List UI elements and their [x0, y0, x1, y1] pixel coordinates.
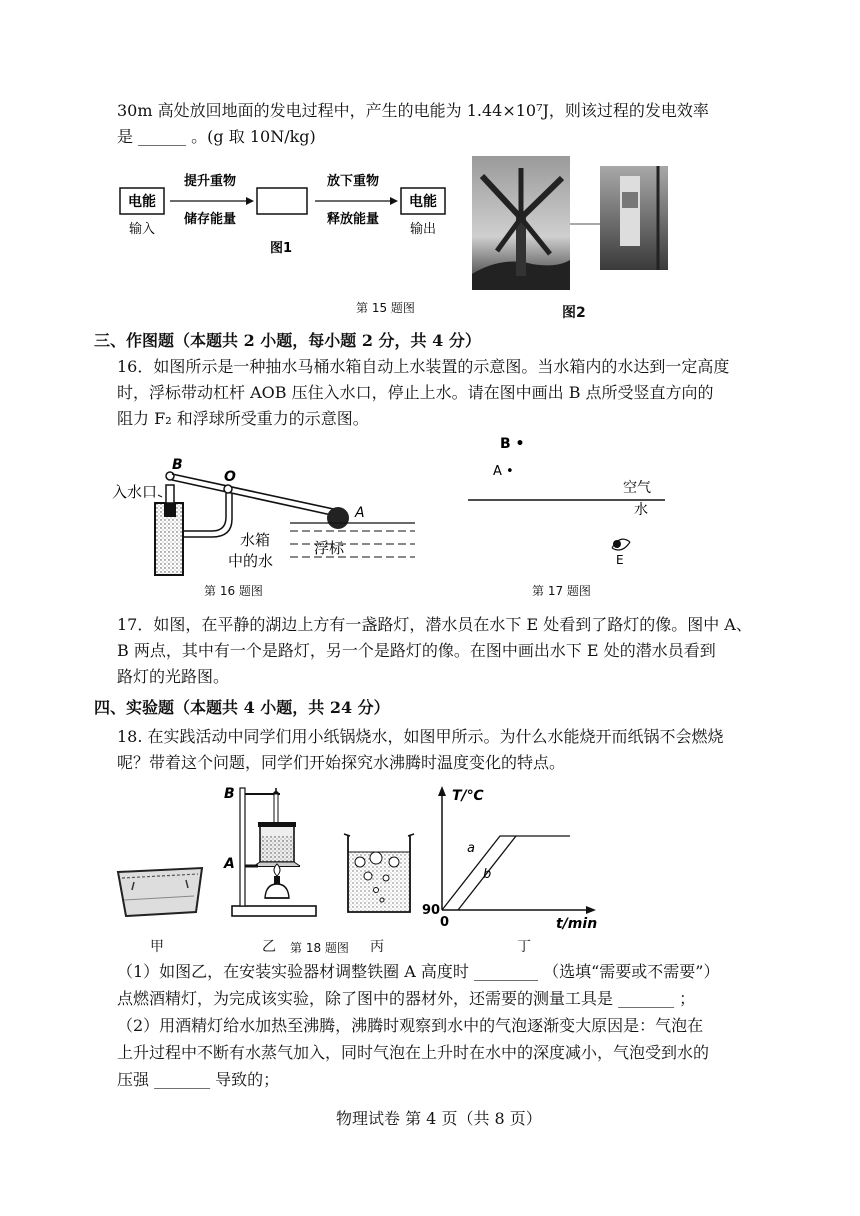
q18-sub1-line2: 点燃酒精灯，为完成该实验，除了图中的器材外，还需要的测量工具是 _______ ；	[117, 989, 696, 1008]
section4-heading: 四、实验题（本题共 4 小题，共 24 分）	[94, 698, 390, 717]
x-axis-label: t/min	[556, 916, 598, 930]
pivot-O	[224, 485, 232, 493]
q16-line1: 16．如图所示是一种抽水马桶水箱自动上水装置的示意图。当水箱内的水达到一定高度	[117, 357, 730, 376]
air-label: 空气	[623, 480, 651, 496]
q18-sub2-line3: 压强 _______ 导致的；	[117, 1070, 280, 1089]
q17-line2: B 两点，其中有一个是路灯，另一个是路灯的像。在图中画出水下 E 处的潜水员看到	[117, 641, 716, 660]
page-footer: 物理试卷 第 4 页（共 8 页）	[336, 1109, 542, 1128]
point-B	[166, 472, 174, 480]
q15-caption: 第 15 题图	[356, 301, 415, 315]
q18-sub2-line2: 上升过程中不断有水蒸气加入，同时气泡在上升时在水中的深度减小，气泡受到水的	[117, 1043, 710, 1062]
point-E-label: E	[616, 553, 624, 567]
q17-line3: 路灯的光路图。	[117, 667, 230, 686]
q17-line1: 17．如图，在平静的湖边上方有一盏路灯，潜水员在水下 E 处看到了路灯的像。图中 A、	[117, 615, 752, 634]
arrow-2-top-label: 放下重物	[326, 174, 380, 189]
series-b-label: b	[483, 867, 492, 882]
arrow-1-head	[246, 197, 254, 205]
y-axis-label: T/℃	[452, 788, 484, 804]
water-label: 水	[634, 502, 648, 518]
beaker-bubbles-figure	[340, 830, 420, 920]
float-label: 浮标	[314, 539, 345, 557]
fig2-label: 图2	[562, 305, 586, 321]
eye-E	[613, 540, 621, 548]
label-A-ring: A	[224, 856, 235, 872]
label-yi: 乙	[262, 939, 276, 955]
q16-caption: 第 16 题图	[204, 584, 263, 598]
q17-caption: 第 17 题图	[532, 584, 591, 598]
temperature-graph	[420, 780, 610, 930]
section3-heading: 三、作图题（本题共 2 小题，每小题 2 分，共 4 分）	[94, 331, 481, 350]
toilet-tank-diagram	[100, 455, 430, 583]
label-B: B	[172, 457, 183, 473]
float-ball	[327, 507, 349, 529]
series-a-label: a	[467, 841, 475, 856]
q15-line2: 是 ______ 。(g 取 10N/kg)	[117, 127, 316, 146]
label-A: A	[355, 505, 365, 521]
boiling-apparatus-figure	[218, 780, 328, 928]
q18-line1: 18. 在实践活动中同学们用小纸锅烧水，如图甲所示。为什么水能烧开而纸锅不会燃烧	[117, 727, 724, 746]
label-B-stand: B	[224, 786, 235, 802]
box-output-label: 电能	[409, 194, 437, 210]
lake-light-diagram	[460, 430, 680, 580]
q18-line2: 呢？带着这个问题，同学们开始探究水沸腾时温度变化的特点。	[117, 753, 566, 772]
paper-pot-figure	[110, 860, 210, 930]
q18-caption: 第 18 题图	[290, 941, 349, 955]
tank-water-label-2: 中的水	[228, 552, 274, 570]
q16-line2: 时，浮标带动杠杆 AOB 压住入水口，停止上水。请在图中画出 B 点所受竖直方向的	[117, 383, 714, 402]
arrow-1-top-label: 提升重物	[183, 174, 237, 189]
tank-water-label-1: 水箱	[240, 531, 271, 549]
input-caption: 输入	[128, 222, 156, 237]
energy-flow-diagram	[110, 160, 460, 260]
lever-top	[172, 474, 338, 510]
box-input-label: 电能	[128, 194, 156, 210]
point-A-label: A •	[493, 464, 514, 479]
label-bing: 丙	[370, 939, 384, 955]
lever-bottom	[172, 480, 336, 516]
fig1-label: 图1	[270, 241, 293, 256]
label-ding: 丁	[517, 939, 531, 955]
arrow-2-head	[390, 197, 398, 205]
point-B-label: B •	[500, 436, 525, 452]
photo-crane	[472, 156, 672, 292]
q18-sub2-line1: （2）用酒精灯给水加热至沸腾，沸腾时观察到水中的气泡逐渐变大原因是：气泡在	[117, 1016, 704, 1035]
inlet-label: 入水口	[112, 483, 158, 501]
y-start-label: 90	[422, 903, 441, 918]
series-a-line	[442, 836, 570, 910]
output-caption: 输出	[409, 222, 437, 237]
q18-sub1-line1: （1）如图乙，在安装实验器材调整铁圈 A 高度时 ________ （选填“需要或不需要”）	[117, 962, 720, 981]
label-jia: 甲	[150, 939, 164, 955]
origin-label: 0	[440, 915, 450, 930]
label-O: O	[224, 469, 236, 485]
arrow-2-bottom-label: 释放能量	[326, 212, 380, 227]
blank-box	[257, 188, 307, 214]
arrow-1-bottom-label: 储存能量	[183, 212, 237, 227]
q15-line1: 30m 高处放回地面的发电过程中，产生的电能为 1.44×10⁷J，则该过程的发电效率	[117, 101, 709, 120]
q16-line3: 阻力 F₂ 和浮球所受重力的示意图。	[117, 409, 369, 428]
